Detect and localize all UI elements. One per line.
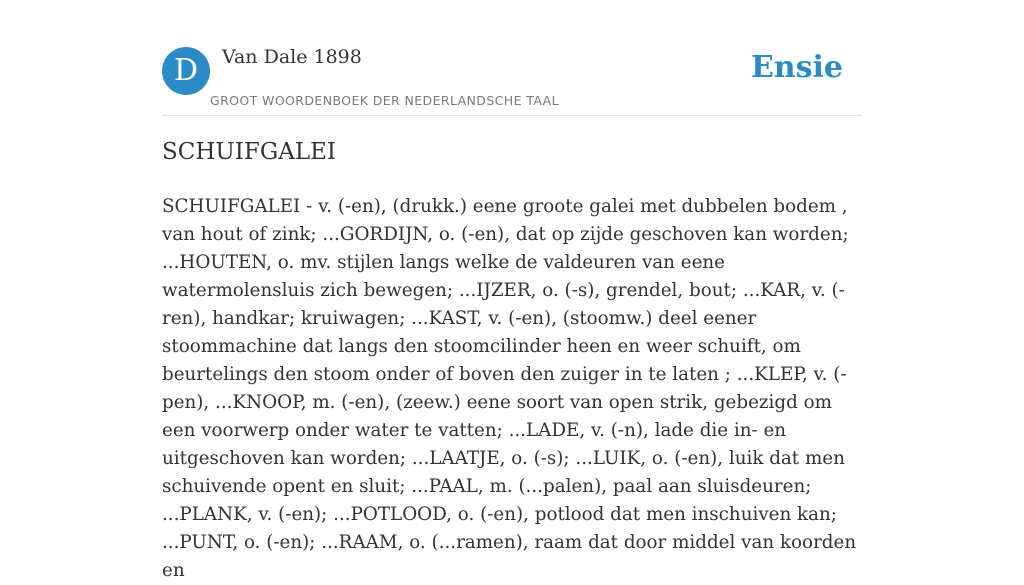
source-subtitle: GROOT WOORDENBOEK DER NEDERLANDSCHE TAAL: [210, 93, 559, 108]
source-title-link[interactable]: Van Dale 1898: [222, 46, 362, 68]
entry-title: SCHUIFGALEI: [162, 139, 336, 165]
entry-page: [162, 0, 862, 581]
entry-definition: SCHUIFGALEI - v. (-en), (drukk.) eene groote galei met dubbelen bodem , van hout of zink; ...GORDIJN, o. (-en), dat op zijde geschoven kan worden; ...HOUTEN, o. mv. stijlen langs welke de valdeuren van eene watermolensluis zich bewegen; ...IJZER, o. (-s), grendel, bout; ...KAR, v. (-ren), handkar; kruiwagen; ...KAST, v. (-en), (stoomw.) deel eener stoommachine dat langs den stoomcilinder heen en weer schuift, om beurtelings den stoom onder of boven den zuiger in te laten ; ...KLEP, v. (-pen), ...KNOOP, m. (-en), (zeew.) eene soort van open strik, gebezigd om een voorwerp onder water te vatten; ...LADE, v. (-n), lade die in- en uitgeschoven kan worden; ...LAATJE, o. (-s); ...LUIK, o. (-en), luik dat men schuivende opent en sluit; ...PAAL, m. (...palen), paal aan sluisdeuren; ...PLANK, v. (-en); ...POTLOOD, o. (-en), potlood dat men inschuiven kan; ...PUNT, o. (-en); ...RAAM, o. (...ramen), raam dat door middel van koorden en: [162, 196, 857, 581]
ensie-logo[interactable]: Ensie: [750, 50, 843, 85]
source-header: [162, 0, 862, 116]
source-avatar[interactable]: D: [162, 47, 210, 95]
